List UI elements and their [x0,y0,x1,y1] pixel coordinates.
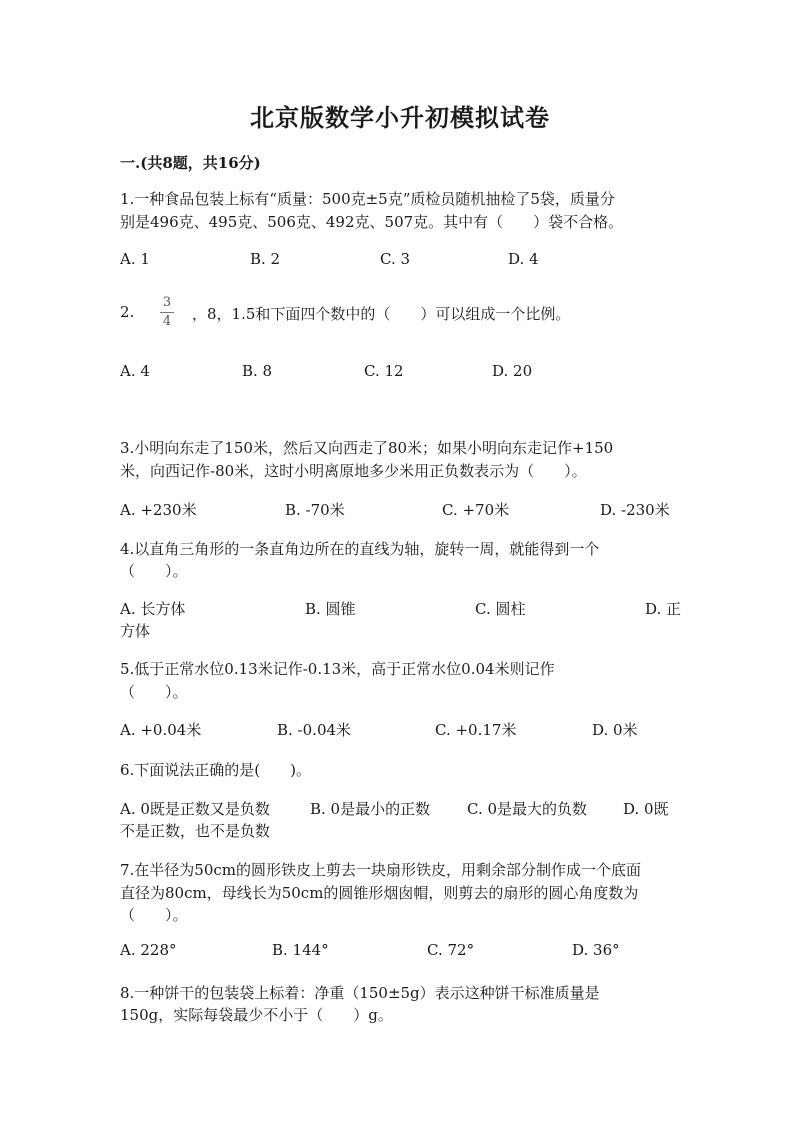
question-1-option-a: A. 1 [120,250,150,268]
question-7-line-3: （ ）。 [120,906,188,924]
question-4-option-c: C. 圆柱 [475,600,526,618]
fraction-denominator: 4 [162,314,172,329]
question-3-line-1: 3.小明向东走了150米，然后又向西走了80米；如果小明向东走记作+150 [120,439,614,457]
question-7-option-d: D. 36° [572,941,620,959]
question-1-option-c: C. 3 [380,250,411,268]
question-4-option-a: A. 长方体 [120,600,186,618]
section-heading: 一.(共8题，共16分) [120,154,261,172]
question-3-option-d: D. -230米 [600,501,670,519]
fraction-numerator: 3 [162,295,172,310]
question-5-option-d: D. 0米 [592,721,638,739]
question-6-option-a: A. 0既是正数又是负数 [120,800,270,818]
question-7-option-b: B. 144° [272,941,329,959]
question-5-option-b: B. -0.04米 [277,721,352,739]
question-6-line-1: 6.下面说法正确的是( )。 [120,761,312,779]
question-1-option-b: B. 2 [250,250,281,268]
question-1-option-d: D. 4 [508,250,539,268]
question-4-line-2: （ ）。 [120,562,188,580]
question-8-line-1: 8.一种饼干的包装袋上标着：净重（150±5g）表示这种饼干标准质量是 [120,984,600,1002]
question-6-option-b: B. 0是最小的正数 [310,800,431,818]
question-4-option-d: D. 正 [645,600,682,618]
question-2-option-b: B. 8 [242,362,273,380]
question-2-fraction [160,296,174,329]
question-6-option-d-wrap: 不是正数，也不是负数 [120,822,271,840]
question-2-option-c: C. 12 [364,362,404,380]
question-7-option-c: C. 72° [427,941,475,959]
question-5-option-a: A. +0.04米 [120,721,202,739]
question-2-text: ，8，1.5和下面四个数中的（ ）可以组成一个比例。 [192,305,571,323]
question-4-option-d-wrap: 方体 [120,622,151,640]
question-1-line-1: 1.一种食品包装上标有“质量：500克±5克”质检员随机抽检了5袋，质量分 [120,190,615,208]
question-2-option-a: A. 4 [120,362,150,380]
question-2-option-d: D. 20 [492,362,533,380]
question-5-option-c: C. +0.17米 [435,721,517,739]
question-1-line-2: 别是496克、495克、506克、492克、507克。其中有（ ）袋不合格。 [120,213,624,231]
question-3-option-a: A. +230米 [120,501,197,519]
question-4-line-1: 4.以直角三角形的一条直角边所在的直线为轴，旋转一周，就能得到一个 [120,540,600,558]
question-6-option-c: C. 0是最大的负数 [467,800,588,818]
fraction-bar [160,312,174,313]
question-3-option-c: C. +70米 [442,501,510,519]
question-3-option-b: B. -70米 [285,501,345,519]
question-8-line-2: 150g，实际每袋最少不小于（ ）g。 [120,1006,393,1024]
question-7-option-a: A. 228° [120,941,177,959]
question-7-line-2: 直径为80cm，母线长为50cm的圆锥形烟囱帽，则剪去的扇形的圆心角度数为 [120,884,639,902]
question-3-line-2: 米，向西记作-80米，这时小明离原地多少米用正负数表示为（ ）。 [120,462,587,480]
page-title: 北京版数学小升初模拟试卷 [250,103,550,132]
question-4-option-b: B. 圆锥 [305,600,356,618]
question-7-line-1: 7.在半径为50cm的圆形铁皮上剪去一块扇形铁皮，用剩余部分制作成一个底面 [120,861,642,879]
question-6-option-d: D. 0既 [623,800,669,818]
question-2-number: 2. [120,303,135,321]
question-5-line-2: （ ）。 [120,683,188,701]
question-5-line-1: 5.低于正常水位0.13米记作-0.13米，高于正常水位0.04米则记作 [120,660,555,678]
